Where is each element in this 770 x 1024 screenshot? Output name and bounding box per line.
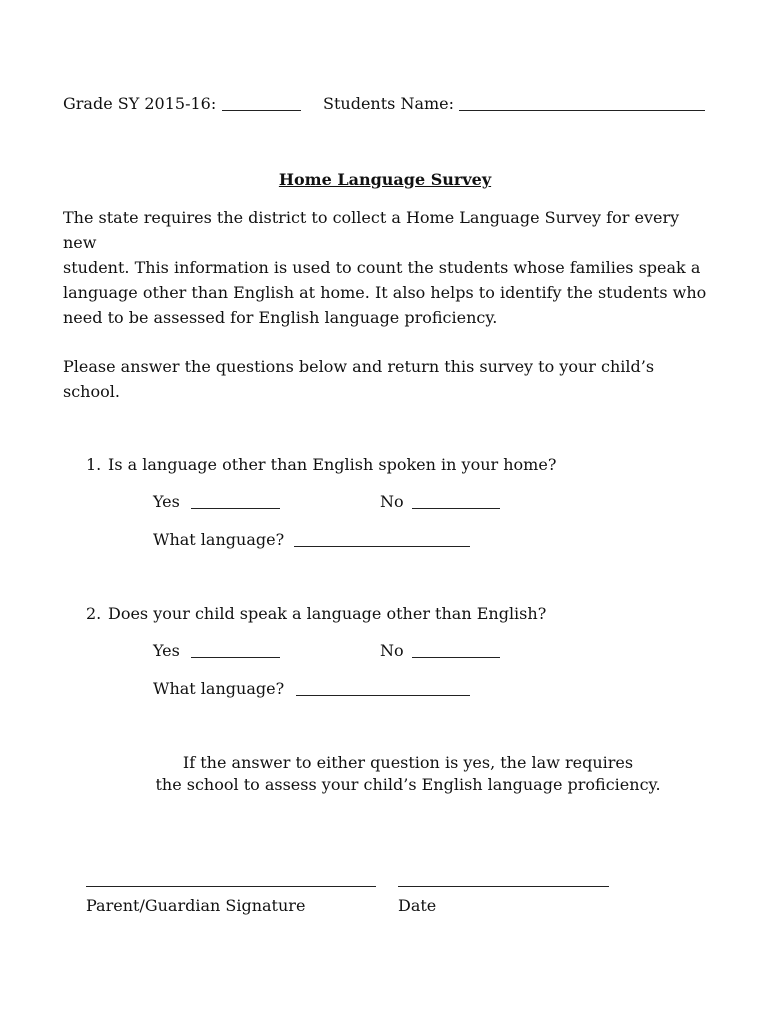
student-name-label: Students Name: xyxy=(323,94,455,113)
intro-line: student. This information is used to count the students whose families speak a xyxy=(63,258,701,277)
question-2-text: Does your child speak a language other than English? xyxy=(108,604,547,623)
instructions-line: Please answer the questions below and return this survey to your child’s xyxy=(63,357,655,376)
intro-line: need to be assessed for English language proficiency. xyxy=(63,308,498,327)
question-1-yes-label: Yes xyxy=(153,492,180,511)
question-1-no-label: No xyxy=(380,492,404,511)
question-2-yes-label: Yes xyxy=(153,641,180,660)
intro-line: language other than English at home. It also helps to identify the students who xyxy=(63,283,707,302)
question-2-language-label: What language? xyxy=(153,679,285,698)
question-1-number: 1. xyxy=(86,455,102,474)
question-2-yes-field[interactable] xyxy=(191,657,280,658)
question-1-language-label: What language? xyxy=(153,530,285,549)
grade-label: Grade SY 2015-16: xyxy=(63,94,217,113)
student-name-field[interactable] xyxy=(459,110,705,111)
date-label: Date xyxy=(398,896,437,915)
question-2-number: 2. xyxy=(86,604,102,623)
intro-line: The state requires the district to collect a Home Language Survey for every new xyxy=(63,208,680,252)
question-1-yes-field[interactable] xyxy=(191,508,280,509)
signature-field[interactable] xyxy=(86,886,376,887)
page-title: Home Language Survey xyxy=(278,170,492,189)
question-1-text: Is a language other than English spoken in your home? xyxy=(108,455,557,474)
question-1-language-field[interactable] xyxy=(294,546,470,547)
question-2-no-field[interactable] xyxy=(412,657,500,658)
instructions-line: school. xyxy=(63,382,120,401)
instructions-paragraph xyxy=(63,354,713,404)
notice-line: the school to assess your child’s English language proficiency. xyxy=(155,775,661,794)
signature-label: Parent/Guardian Signature xyxy=(86,896,306,915)
date-field[interactable] xyxy=(398,886,609,887)
notice-line: If the answer to either question is yes, the law requires xyxy=(182,753,634,772)
question-2-language-field[interactable] xyxy=(296,695,470,696)
intro-paragraph xyxy=(63,205,713,330)
question-2-no-label: No xyxy=(380,641,404,660)
question-1-no-field[interactable] xyxy=(412,508,500,509)
grade-field[interactable] xyxy=(222,110,301,111)
